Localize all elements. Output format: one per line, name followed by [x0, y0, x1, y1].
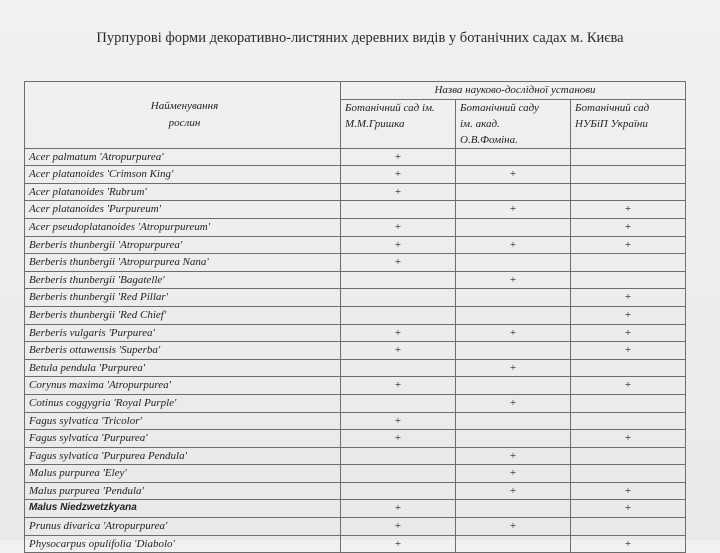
- presence-mark-cell: +: [571, 236, 686, 254]
- plant-name-header-line1: Найменування: [150, 100, 219, 113]
- plant-name-cell: Berberis ottawensis 'Superba': [25, 342, 341, 360]
- header-row-1: [25, 82, 686, 100]
- table-row: [25, 447, 686, 465]
- presence-mark-cell: [456, 342, 571, 360]
- institution-3-line-1: Ботанічний сад: [575, 101, 650, 114]
- plants-table: [24, 81, 686, 553]
- plant-name-header: [25, 82, 341, 149]
- plant-name-cell: Malus Niedzwetzkyana: [25, 500, 341, 518]
- plant-name-cell: Berberis thunbergii 'Atropurpurea': [25, 236, 341, 254]
- presence-mark-cell: [341, 394, 456, 412]
- presence-mark-cell: +: [341, 377, 456, 395]
- presence-mark-cell: +: [456, 394, 571, 412]
- presence-mark-cell: +: [456, 324, 571, 342]
- presence-mark-cell: [571, 447, 686, 465]
- presence-mark-cell: [341, 201, 456, 219]
- presence-mark-cell: +: [456, 166, 571, 184]
- table-row: [25, 148, 686, 166]
- plant-name-cell: Betula pendula 'Purpurea': [25, 359, 341, 377]
- presence-mark-cell: [456, 377, 571, 395]
- institution-2-line-3: О.В.Фоміна.: [460, 133, 518, 146]
- table-row: [25, 359, 686, 377]
- presence-mark-cell: [341, 447, 456, 465]
- plant-name-cell: Berberis thunbergii 'Atropurpurea Nana': [25, 254, 341, 272]
- table-row: [25, 166, 686, 184]
- plant-name-cell: Acer platanoides 'Rubrum': [25, 183, 341, 201]
- presence-mark-cell: +: [571, 324, 686, 342]
- table-row: [25, 254, 686, 272]
- plant-name-cell: Fagus sylvatica 'Tricolor': [25, 412, 341, 430]
- institution-group-header: Назва науково-дослідної установи: [341, 82, 686, 100]
- presence-mark-cell: +: [341, 500, 456, 518]
- plant-name-cell: Malus purpurea 'Pendula': [25, 482, 341, 500]
- plant-name-header-line2: рослин: [168, 116, 201, 129]
- table-row: [25, 535, 686, 553]
- page-title: Пурпурові форми декоративно-листяних деревних видів у ботанічних садах м. Києва: [96, 30, 624, 46]
- presence-mark-cell: +: [571, 218, 686, 236]
- presence-mark-cell: [341, 465, 456, 483]
- presence-mark-cell: [341, 482, 456, 500]
- presence-mark-cell: +: [341, 535, 456, 553]
- presence-mark-cell: [341, 289, 456, 307]
- table-row: [25, 518, 686, 536]
- presence-mark-cell: +: [341, 518, 456, 536]
- presence-mark-cell: +: [341, 183, 456, 201]
- presence-mark-cell: +: [456, 518, 571, 536]
- plant-name-cell: Physocarpus opulifolia 'Diabolo': [25, 535, 341, 553]
- table-row: [25, 430, 686, 448]
- table-row: [25, 342, 686, 360]
- presence-mark-cell: +: [341, 236, 456, 254]
- institution-1-line-1: Ботанічний сад ім.: [345, 101, 435, 114]
- presence-mark-cell: +: [571, 377, 686, 395]
- plant-name-cell: Acer pseudoplatanoides 'Atropurpureum': [25, 218, 341, 236]
- presence-mark-cell: [571, 254, 686, 272]
- table-row: [25, 218, 686, 236]
- institution-header-2: [456, 99, 571, 148]
- plant-name-cell: Fagus sylvatica 'Purpurea Pendula': [25, 447, 341, 465]
- institution-2-line-2: ім. акад.: [460, 117, 500, 130]
- presence-mark-cell: [571, 465, 686, 483]
- presence-mark-cell: +: [341, 342, 456, 360]
- presence-mark-cell: [456, 306, 571, 324]
- presence-mark-cell: [456, 183, 571, 201]
- presence-mark-cell: [456, 430, 571, 448]
- plant-name-cell: Berberis thunbergii 'Red Pillar': [25, 289, 341, 307]
- plant-name-cell: Cotinus coggygria 'Royal Purple': [25, 394, 341, 412]
- presence-mark-cell: [456, 254, 571, 272]
- presence-mark-cell: +: [571, 342, 686, 360]
- presence-mark-cell: [571, 359, 686, 377]
- table-row: [25, 271, 686, 289]
- table-row: [25, 236, 686, 254]
- table-row: [25, 500, 686, 518]
- table-row: [25, 465, 686, 483]
- presence-mark-cell: +: [456, 482, 571, 500]
- plant-name-cell: Acer platanoides 'Crimson King': [25, 166, 341, 184]
- presence-mark-cell: +: [571, 500, 686, 518]
- presence-mark-cell: +: [341, 166, 456, 184]
- table-row: [25, 183, 686, 201]
- presence-mark-cell: [341, 271, 456, 289]
- presence-mark-cell: [571, 412, 686, 430]
- presence-mark-cell: +: [456, 201, 571, 219]
- presence-mark-cell: [456, 289, 571, 307]
- presence-mark-cell: +: [571, 482, 686, 500]
- plant-name-cell: Acer palmatum 'Atropurpurea': [25, 148, 341, 166]
- table-row: [25, 289, 686, 307]
- presence-mark-cell: [341, 306, 456, 324]
- presence-mark-cell: [456, 412, 571, 430]
- presence-mark-cell: +: [571, 535, 686, 553]
- presence-mark-cell: +: [571, 289, 686, 307]
- institution-header-1: [341, 99, 456, 148]
- plant-name-cell: Berberis vulgaris 'Purpurea': [25, 324, 341, 342]
- presence-mark-cell: [341, 359, 456, 377]
- presence-mark-cell: [571, 183, 686, 201]
- presence-mark-cell: [456, 148, 571, 166]
- presence-mark-cell: +: [571, 430, 686, 448]
- table-row: [25, 201, 686, 219]
- presence-mark-cell: +: [341, 218, 456, 236]
- plant-name-cell: Berberis thunbergii 'Bagatelle': [25, 271, 341, 289]
- presence-mark-cell: +: [341, 324, 456, 342]
- presence-mark-cell: +: [456, 359, 571, 377]
- table-row: [25, 306, 686, 324]
- plant-name-cell: Fagus sylvatica 'Purpurea': [25, 430, 341, 448]
- presence-mark-cell: [571, 166, 686, 184]
- plant-name-cell: Berberis thunbergii 'Red Chief': [25, 306, 341, 324]
- table-row: [25, 482, 686, 500]
- plant-name-cell: Corynus maxima 'Atropurpurea': [25, 377, 341, 395]
- presence-mark-cell: +: [341, 148, 456, 166]
- presence-mark-cell: +: [571, 306, 686, 324]
- plant-name-cell: Malus purpurea 'Eley': [25, 465, 341, 483]
- institution-3-line-2: НУБіП України: [575, 117, 648, 130]
- table-row: [25, 412, 686, 430]
- table-row: [25, 377, 686, 395]
- presence-mark-cell: +: [456, 447, 571, 465]
- presence-mark-cell: [571, 271, 686, 289]
- institution-header-3: [571, 99, 686, 148]
- table-row: [25, 324, 686, 342]
- presence-mark-cell: [456, 218, 571, 236]
- presence-mark-cell: +: [456, 271, 571, 289]
- plant-name-cell: Acer platanoides 'Purpureum': [25, 201, 341, 219]
- presence-mark-cell: [571, 518, 686, 536]
- presence-mark-cell: +: [341, 254, 456, 272]
- presence-mark-cell: [571, 148, 686, 166]
- presence-mark-cell: [456, 500, 571, 518]
- presence-mark-cell: +: [456, 465, 571, 483]
- presence-mark-cell: +: [571, 201, 686, 219]
- institution-1-line-2: М.М.Гришка: [345, 117, 405, 130]
- presence-mark-cell: +: [341, 430, 456, 448]
- plant-name-cell: Prunus divarica 'Atropurpurea': [25, 518, 341, 536]
- presence-mark-cell: [571, 394, 686, 412]
- presence-mark-cell: [456, 535, 571, 553]
- presence-mark-cell: +: [341, 412, 456, 430]
- presence-mark-cell: +: [456, 236, 571, 254]
- institution-2-line-1: Ботанічний саду: [460, 101, 539, 114]
- table-row: [25, 394, 686, 412]
